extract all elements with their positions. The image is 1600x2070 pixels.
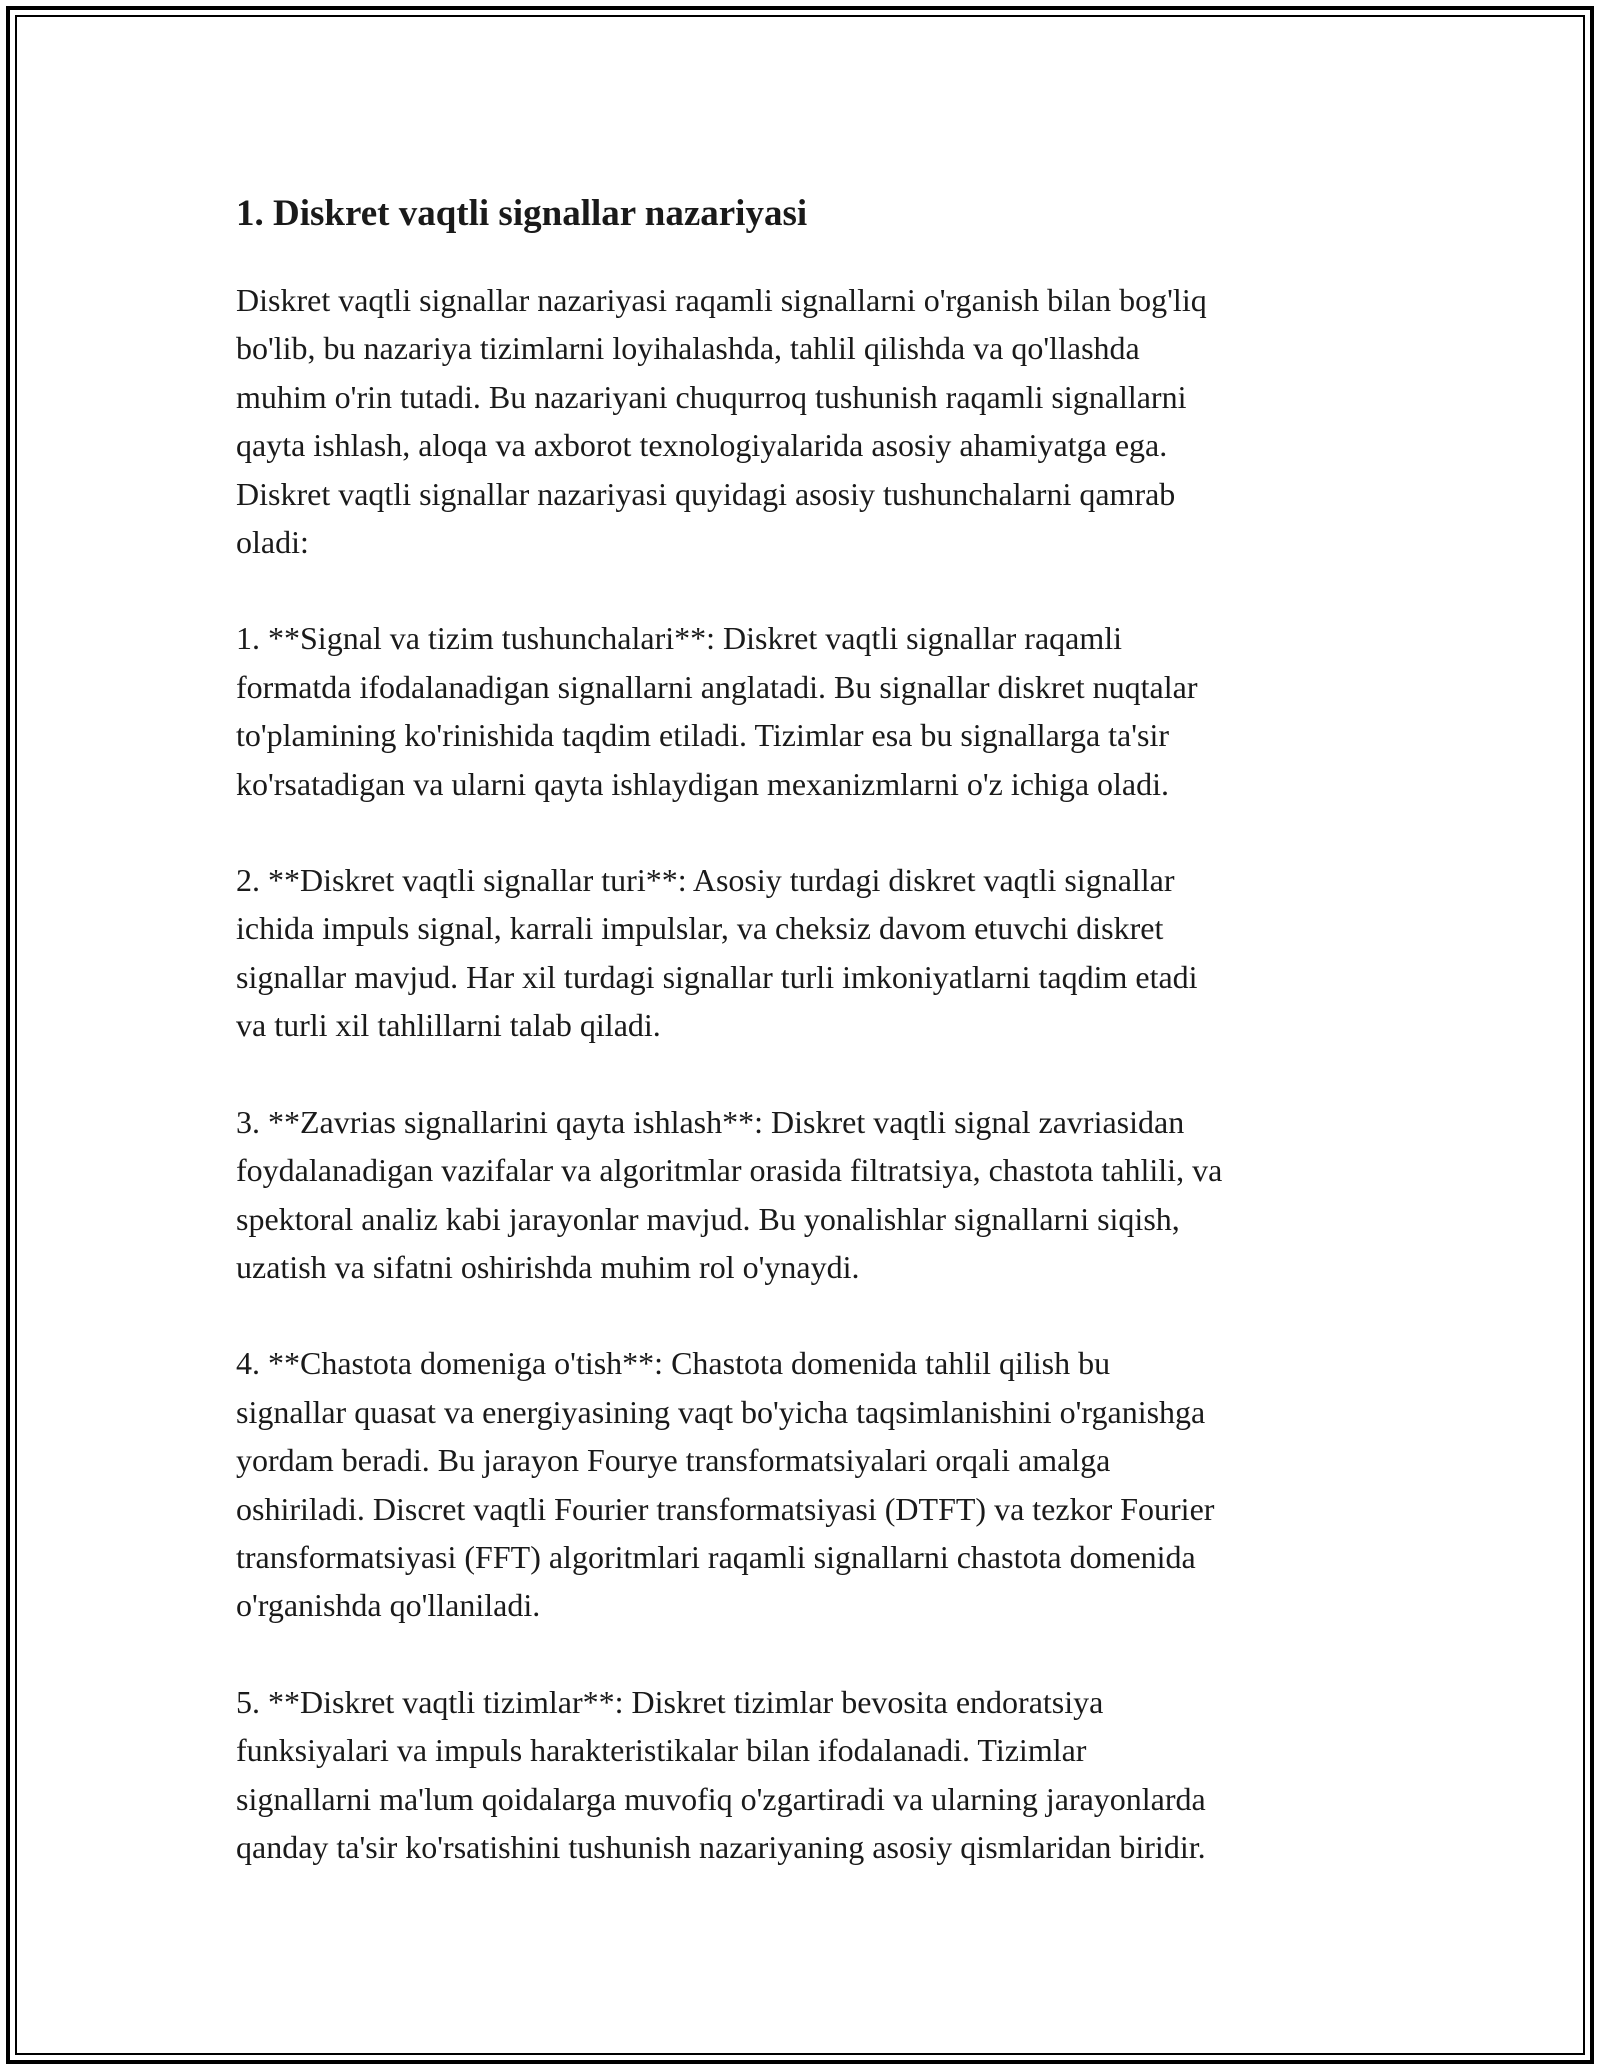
list-item-discrete-systems: 5. **Diskret vaqtli tizimlar**: Diskret tizimlar bevosita endoratsiya funksiyalari va impuls harakteristikalar bilan ifodalanadi. Tizimlar signallarni ma'lum qoidalarga muvofiq o'zgartiradi va ularning jarayonlarda qanday ta'sir ko'rsatishini tushunish nazariyaning asosiy qismlaridan biridir. [236,1683,1206,1865]
list-item-signal-and-system: 1. **Signal va tizim tushunchalari**: Diskret vaqtli signallar raqamli formatda ifodalanadigan signallarni anglatadi. Bu signallar diskret nuqtalar to'plamining ko'rinishida taqdim etiladi. Tizimlar esa bu signallarga ta'sir ko'rsatadigan va ularni qayta ishlaydigan mexanizmlarni o'z ichiga oladi. [236,620,1198,802]
page-title: 1. Diskret vaqtli signallar nazariyasi [236,193,808,234]
intro-paragraph: Diskret vaqtli signallar nazariyasi raqamli signallarni o'rganish bilan bog'liq bo'lib, bu nazariya tizimlarni loyihalashda, tahlil qilishda va qo'llashda muhim o'rin tutadi. Bu nazariyani chuqurroq tushunish raqamli signallarni qayta ishlash, aloqa va axborot texnologiyalarida asosiy ahamiyatga ega. Diskret vaqtli signallar nazariyasi quyidagi asosiy tushunchalarni qamrab oladi: [236,282,1207,561]
list-item-signal-processing: 3. **Zavrias signallarini qayta ishlash**: Diskret vaqtli signal zavriasidan foydalanadigan vazifalar va algoritmlar orasida filtratsiya, chastota tahlili, va spektoral analiz kabi jarayonlar mavjud. Bu yonalishlar signallarni siqish, uzatish va sifatni oshirishda muhim rol o'ynaydi. [236,1103,1223,1285]
list-item-signal-types: 2. **Diskret vaqtli signallar turi**: Asosiy turdagi diskret vaqtli signallar ichida impuls signal, karrali impulslar, va cheksiz davom etuvchi diskret signallar mavjud. Har xil turdagi signallar turli imkoniyatlarni taqdim etadi va turli xil tahlillarni talab qiladi. [236,862,1198,1044]
document-body [236,186,1386,1871]
list-item-frequency-domain: 4. **Chastota domeniga o'tish**: Chastota domenida tahlil qilish bu signallar quasat va energiyasining vaqt bo'yicha taqsimlanishini o'rganishga yordam beradi. Bu jarayon Fourye transformatsiyalari orqali amalga oshiriladi. Discret vaqtli Fourier transformatsiyasi (DTFT) va tezkor Fourier transformatsiyasi (FFT) algoritmlari raqamli signallarni chastota domenida o'rganishda qo'llaniladi. [236,1345,1215,1624]
